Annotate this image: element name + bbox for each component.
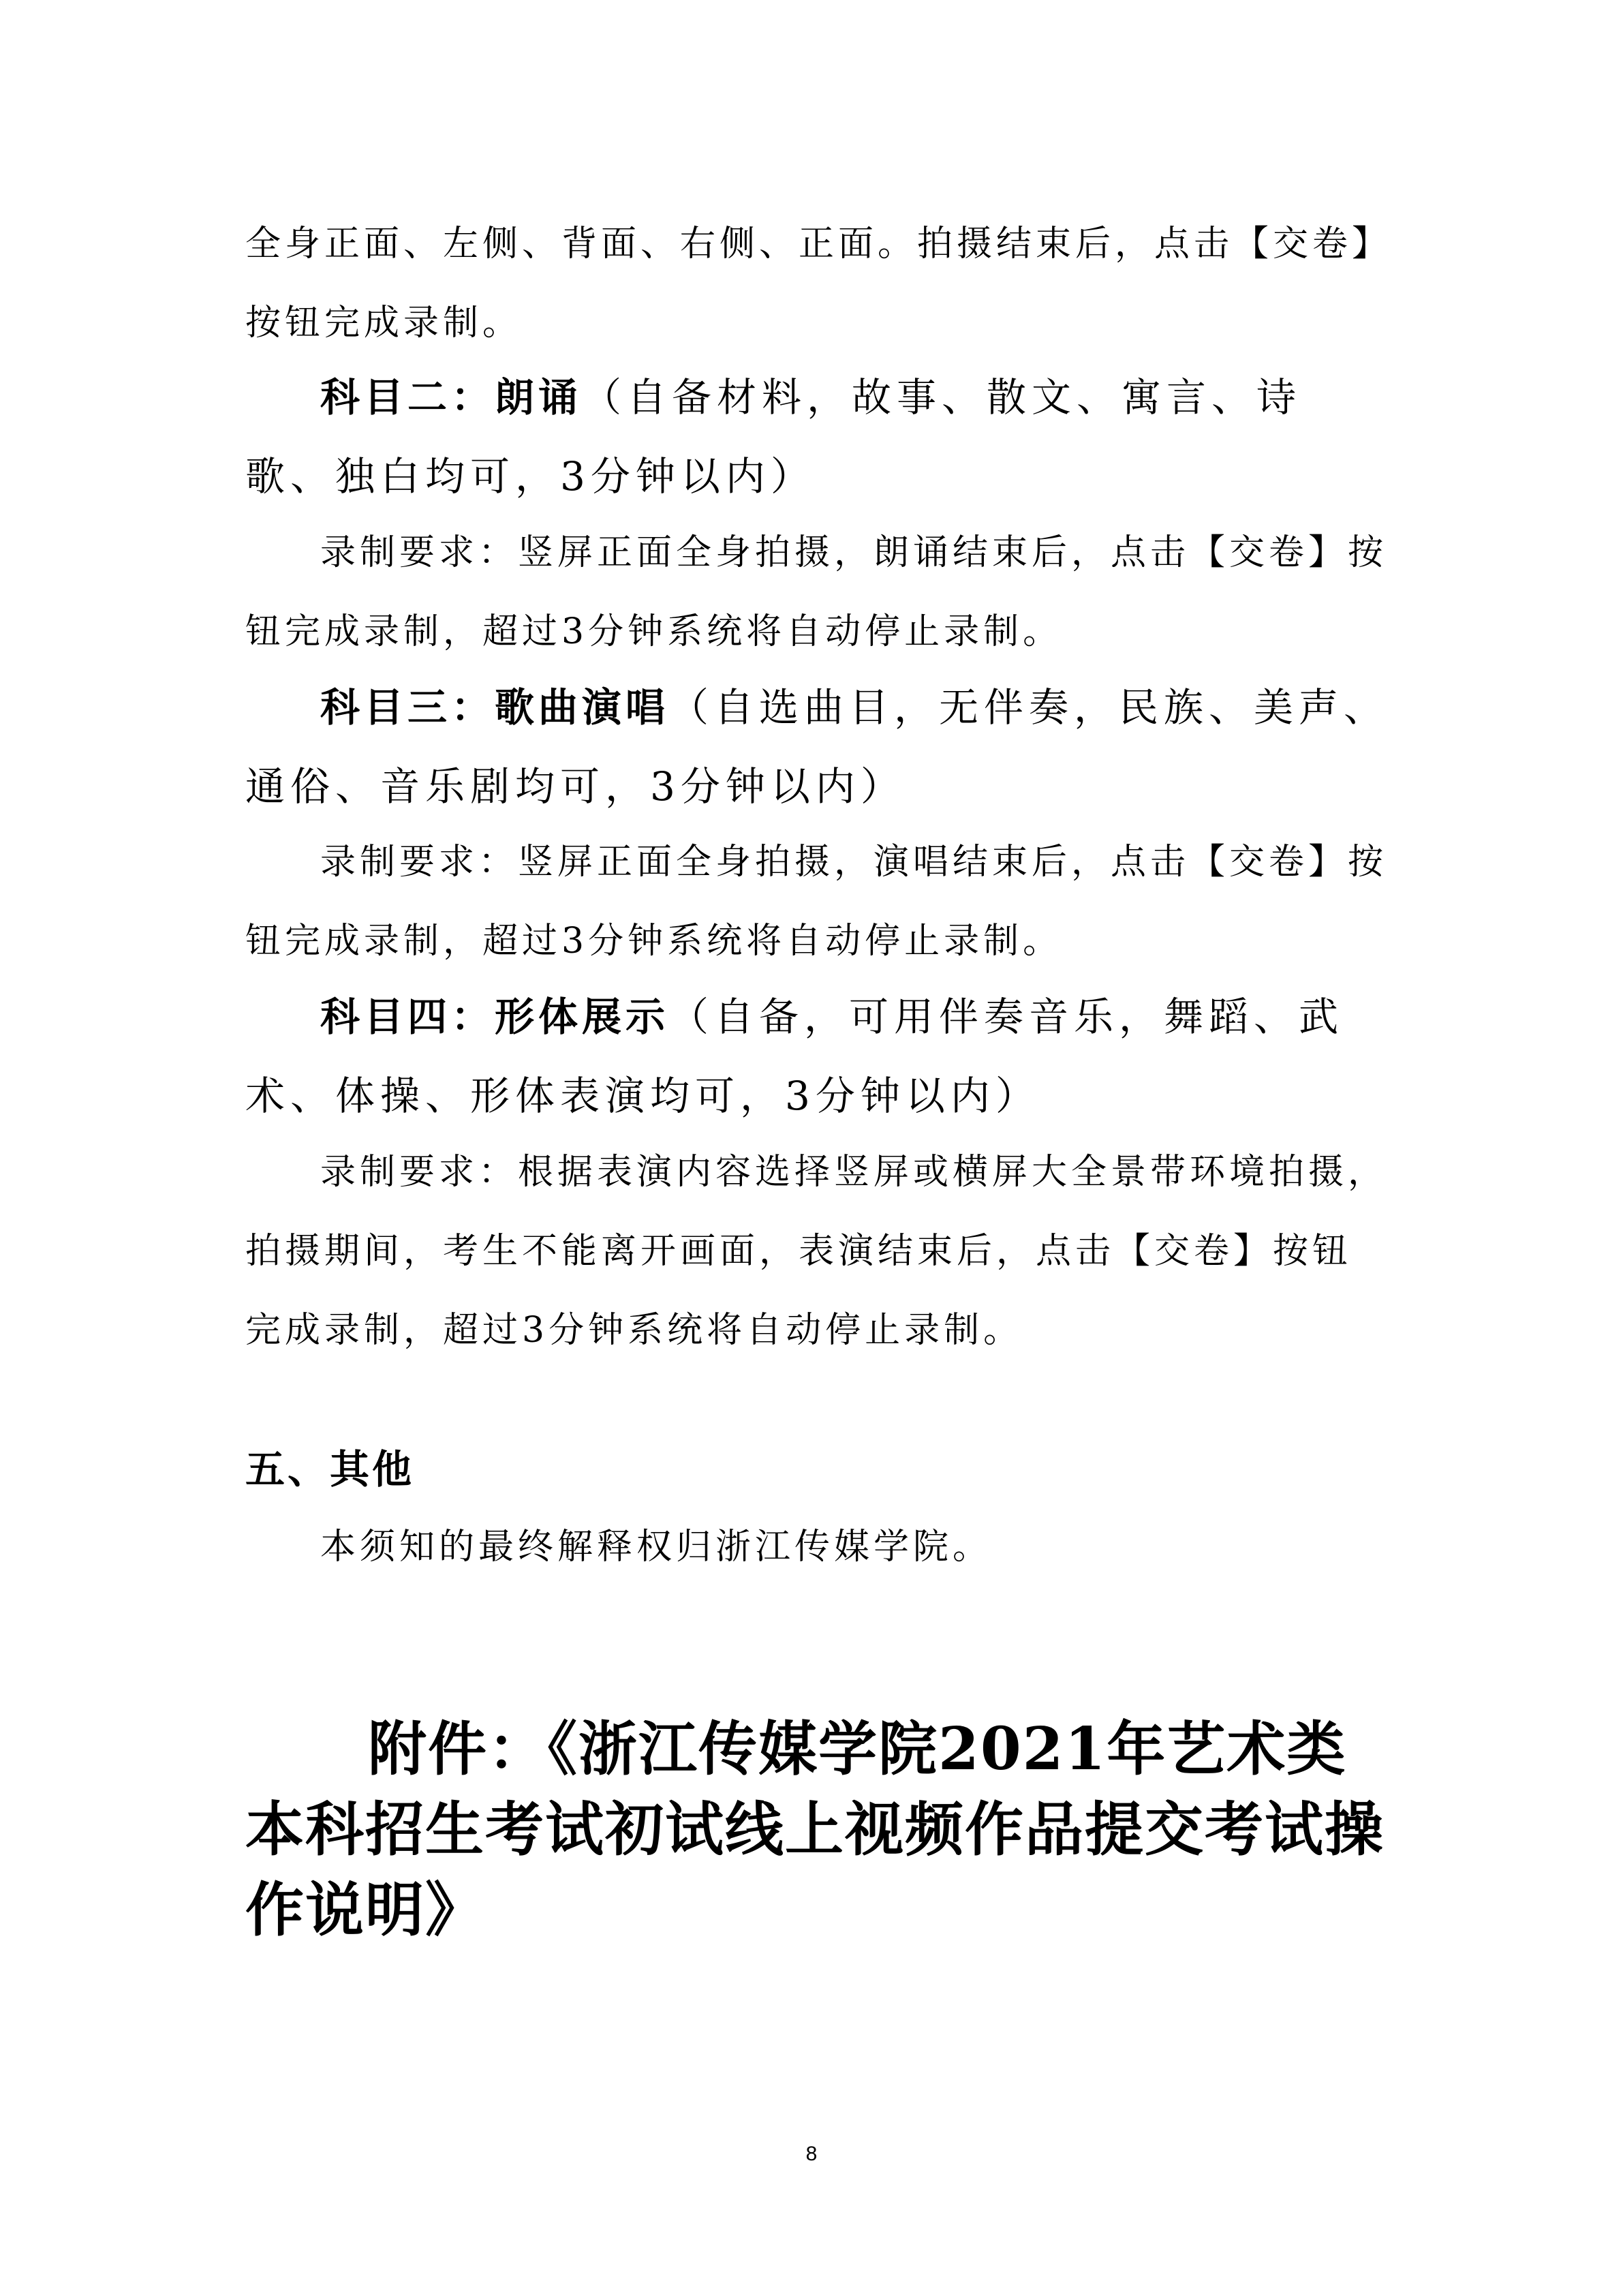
subject3-requirement: 录制要求：竖屏正面全身拍摄，演唱结束后，点击【交卷】按钮完成录制，超过3分钟系统将自动停止录制。 [245,842,1388,962]
subject4-requirement: 录制要求：根据表演内容选择竖屏或横屏大全景带环境拍摄，拍摄期间，考生不能离开画面，表演结束后，点击【交卷】按钮完成录制，超过3分钟系统将自动停止录制。 [245,1152,1388,1351]
subject2-note: （自备材料，故事、散文、寓言、诗歌、独白均可，3分钟以内） [245,374,1302,500]
subject3-title: 科目三：歌曲演唱 [320,684,670,731]
attachment-title: 附件：《浙江传媒学院2021年艺术类本科招生考试初试线上视频作品提交考试操作说明》 [245,1715,1385,1944]
section5-text: 本须知的最终解释权归浙江传媒学院。 [320,1527,993,1567]
subject4-heading [245,977,1390,1135]
subject4-note: （自备，可用伴奏音乐，舞蹈、武术、体操、形体表演均可，3分钟以内） [245,994,1344,1119]
subject2-title: 科目二：朗诵 [320,374,583,420]
section5-heading: 五、其他 [245,1446,415,1493]
subject3-note: （自选曲目，无伴奏，民族、美声、通俗、音乐剧均可，3分钟以内） [245,684,1389,810]
subject4-title: 科目四：形体展示 [320,994,670,1040]
subject3-heading [245,668,1390,826]
subject2-requirement: 录制要求：竖屏正面全身拍摄，朗诵结束后，点击【交卷】按钮完成录制，超过3分钟系统将自动停止录制。 [245,532,1388,652]
subject2-heading [245,358,1390,516]
paragraph-continued: 全身正面、左侧、背面、右侧、正面。拍摄结束后，点击【交卷】按钮完成录制。 [245,224,1374,343]
page-number: 8 [805,2143,818,2165]
